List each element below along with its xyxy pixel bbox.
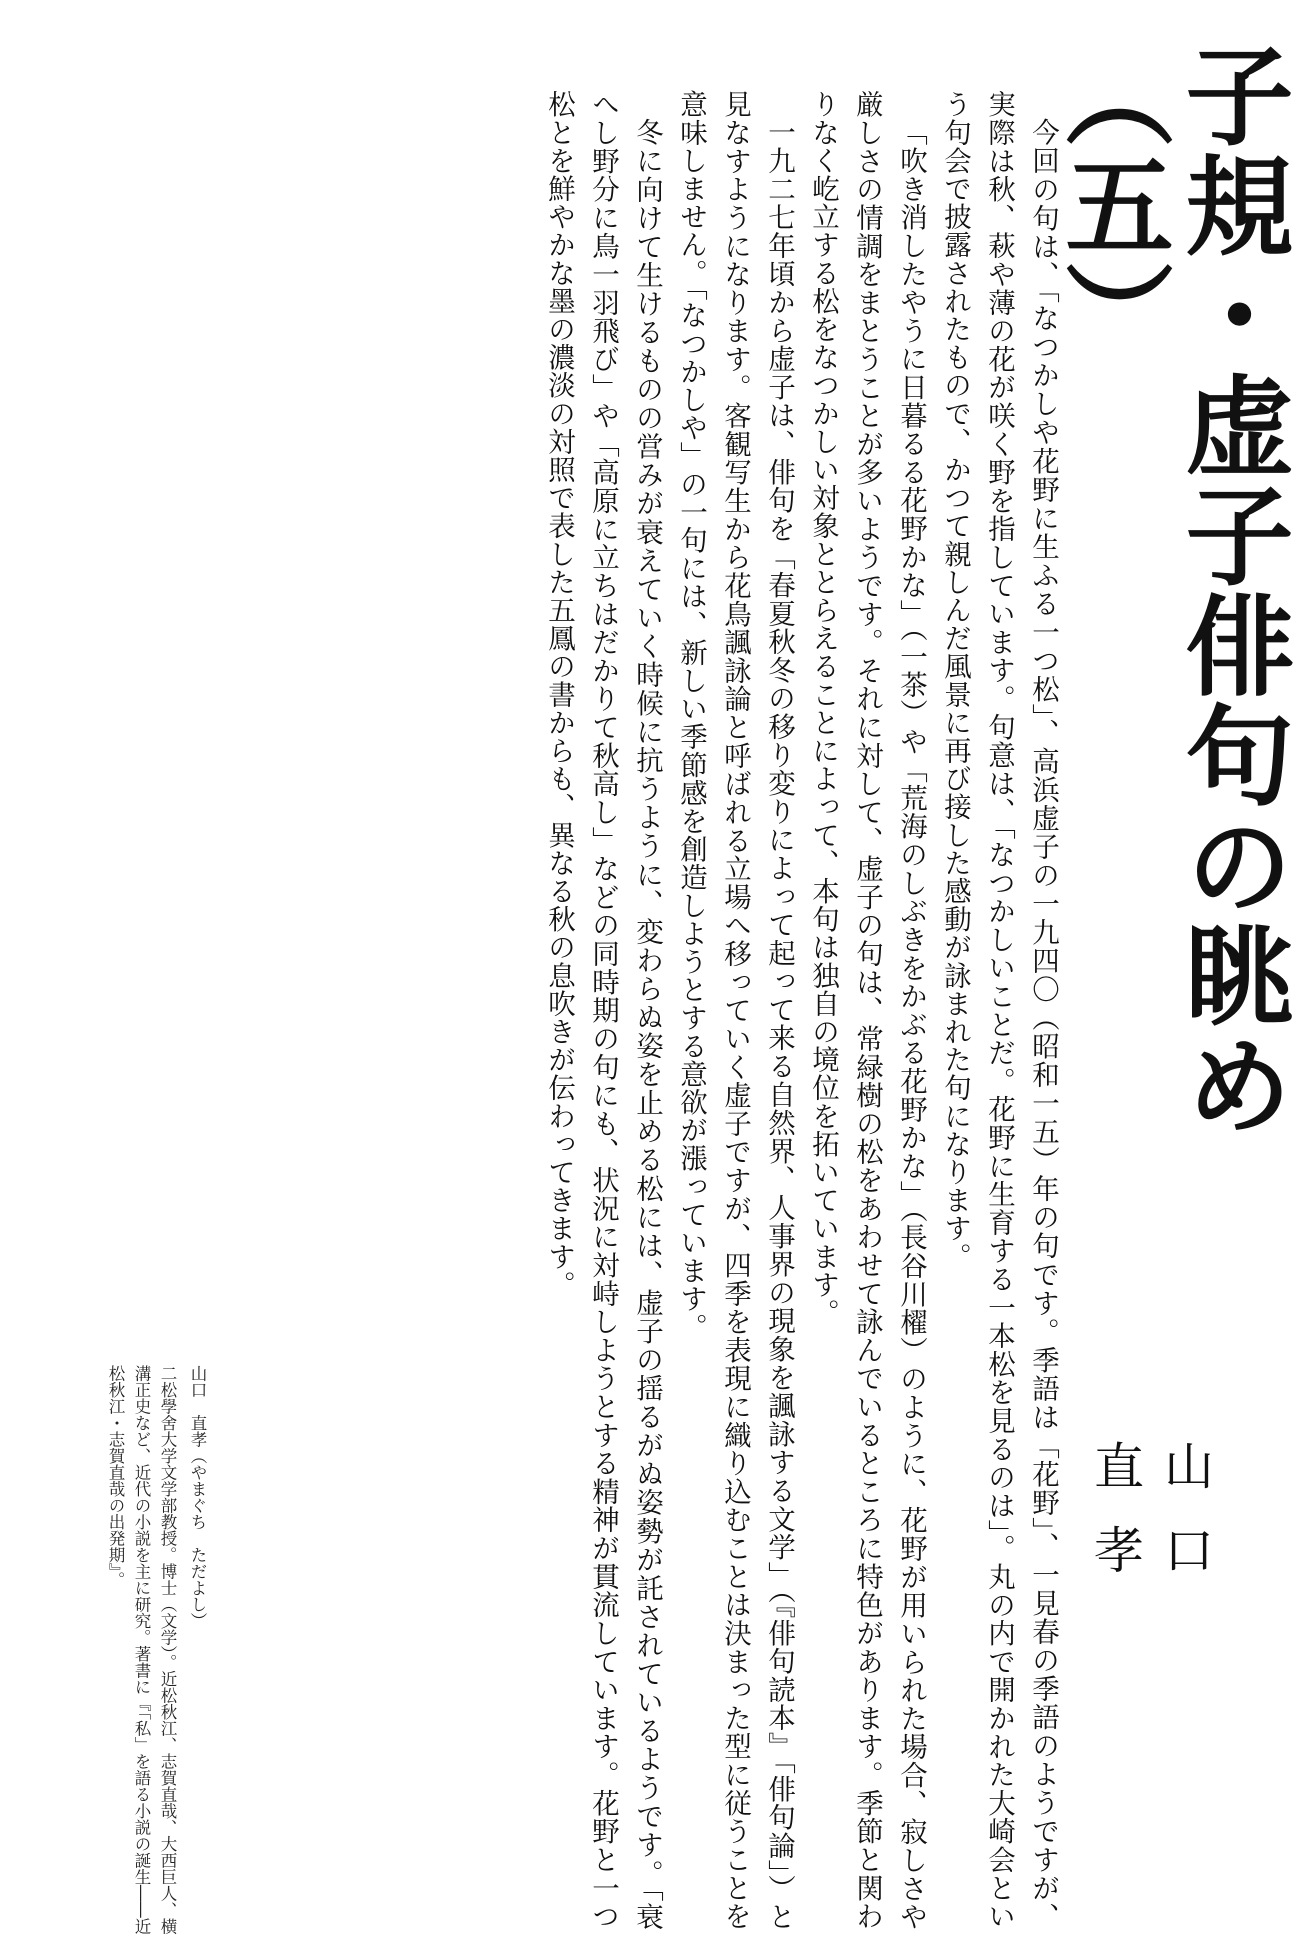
bio-name: 山口 直孝（やまぐち ただよし） <box>188 1365 207 1629</box>
article-body <box>230 90 1065 1930</box>
body-paragraph: 「吹き消したやうに日暮るる花野かな」（一茶）や「荒海のしぶきをかぶる花野かな」（長谷川櫂）のように、花野が用いられた場合、寂しさや厳しさの情調をまとうことが多いようです。それに対して、虚子の句は、常緑樹の松をあわせて詠んでいるところに特色があります。季節と関わりなく屹立する松をなつかしい対象ととらえることによって、本句は独自の境位を拓いています。 <box>807 90 927 1930</box>
page-title: 子規・虚子俳句の眺め（五） <box>1047 40 1293 1140</box>
body-paragraph: 冬に向けて生けるものの営みが衰えていく時候に抗うように、変わらぬ姿を止める松には、虚子の揺るがぬ姿勢が託されているようです。「衰へし野分に鳥一羽飛び」や「高原に立ちはだかりて秋高し」などの同時期の句にも、状況に対峙しようとする精神が貫流しています。花野と一つ松とを鮮やかな墨の濃淡の対照で表した五鳳の書からも、異なる秋の息吹きが伝わってきます。 <box>543 90 663 1930</box>
author-bio <box>85 1365 210 1940</box>
body-paragraph: 一九二七年頃から虚子は、俳句を「春夏秋冬の移り変りによって起って来る自然界、人事界の現象を諷詠する文学」（『俳句読本』「俳句論」）と見なすようになります。客観写生から花鳥諷詠論と呼ばれる立場へ移っていく虚子ですが、四季を表現に織り込むことは決まった型に従うことを意味しません。「なつかしや」の一句には、新しい季節感を創造しようとする意欲が漲っています。 <box>675 90 795 1930</box>
author-name: 山口 直孝 <box>1086 1440 1214 1692</box>
body-paragraph: 今回の句は、「なつかしや花野に生ふる一つ松」、高浜虚子の一九四〇（昭和一五）年の句です。季語は「花野」、一見春の季語のようですが、実際は秋、萩や薄の花が咲く野を指しています。句意は、「なつかしいことだ。花野に生育する一本松を見るのは」。丸の内で開かれた大崎会という句会で披露されたもので、かつて親しんだ風景に再び接した感動が詠まれた句になります。 <box>939 90 1059 1930</box>
bio-detail: 二松學舍大学文学部教授。博士（文学）。近松秋江、志賀直哉、大西巨人、横溝正史など、近代の小説を主に研究。著書に『「私」を語る小説の誕生――近松秋江・志賀直哉の出発期』。 <box>106 1365 177 1935</box>
